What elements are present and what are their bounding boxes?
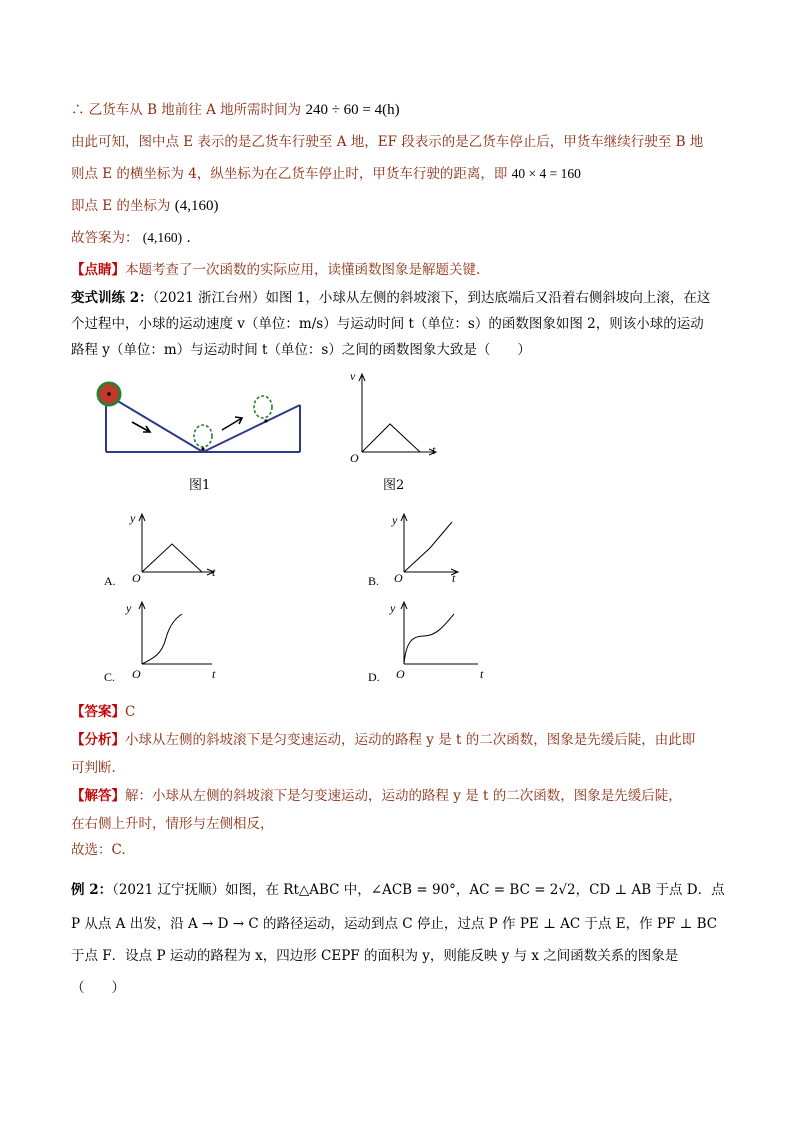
solution-line-1-text: ∴ 乙货车从 B 地前往 A 地所需时间为 xyxy=(71,102,302,118)
comment-line xyxy=(71,260,480,280)
option-d-graph xyxy=(382,598,492,682)
option-c-label: C. xyxy=(104,670,116,684)
variant-line-1 xyxy=(71,288,710,308)
solution-line-4-text: 即点 E 的坐标为 xyxy=(71,198,171,214)
opt-d-origin: O xyxy=(396,667,405,681)
fig1-ball-center xyxy=(107,392,111,396)
variant-tag: 变式训练 2： xyxy=(71,290,153,306)
comment-tag: 【点睛】 xyxy=(71,262,125,278)
solution-line-1-math: 240 ÷ 60 = 4(h) xyxy=(305,102,400,118)
answer-value: C xyxy=(125,704,136,720)
analysis-tag: 【分析】 xyxy=(71,732,125,748)
solution-line-4-math: (4,160) xyxy=(174,198,219,214)
option-a-graph xyxy=(120,508,230,584)
solution-line-5-text: 故答案为： xyxy=(71,230,139,246)
option-b-label: B. xyxy=(368,574,380,588)
opt-a-axis-y: y xyxy=(130,511,136,525)
option-b-graph xyxy=(382,508,482,584)
fig1-right-slope xyxy=(203,405,300,452)
solution-line-5-end: . xyxy=(186,230,191,246)
fig1-ghost-ball-bottom xyxy=(194,425,212,447)
opt-b-curve xyxy=(404,522,452,572)
fig1-left-slope xyxy=(106,394,203,452)
fig1-ghost-ball-right xyxy=(254,396,272,418)
example-line-4: （ ） xyxy=(71,980,125,996)
opt-d-axis-y: y xyxy=(390,601,396,615)
opt-c-curve xyxy=(142,614,182,664)
opt-d-curve xyxy=(404,614,454,664)
detail-line-3: 故选：C. xyxy=(71,842,126,858)
example-tag: 例 2： xyxy=(71,882,113,898)
example-line-3: 于点 F．设点 P 运动的路程为 x，四边形 CEPF 的面积为 y，则能反映 y 与 x 之间函数关系的图象是 xyxy=(71,948,679,964)
solution-line-5 xyxy=(71,228,191,248)
opt-c-origin: O xyxy=(132,667,141,681)
variant-line-2: 个过程中，小球的运动速度 v（单位：m/s）与运动时间 t（单位：s）的函数图象如图 2，则该小球的运动 xyxy=(71,316,704,332)
opt-c-axis-t: t xyxy=(212,667,216,681)
fig1-ghost-dot-right xyxy=(264,419,267,422)
detail-line-2: 在右侧上升时，情形与左侧相反， xyxy=(71,816,274,832)
figure-2-vt-graph xyxy=(340,366,450,466)
answer-line xyxy=(71,702,135,722)
comment-text: 本题考查了一次函数的实际应用，读懂函数图象是解题关键. xyxy=(125,262,481,278)
solution-line-3-math: 40 × 4 = 160 xyxy=(511,166,581,181)
fig2-curve xyxy=(362,424,420,452)
solution-line-1 xyxy=(71,100,400,120)
example-line-1 xyxy=(71,880,725,900)
detail-tag: 【解答】 xyxy=(71,788,125,804)
fig2-axis-v: v xyxy=(350,369,356,383)
solution-line-4 xyxy=(71,196,218,216)
detail-text-1: 解：小球从左侧的斜坡滚下是匀变速运动，运动的路程 y 是 t 的二次函数，图象是先缓后陡， xyxy=(125,788,682,804)
fig2-axis-t: t xyxy=(432,443,436,457)
option-a-label: A. xyxy=(104,574,116,588)
variant-line-3: 路程 y（单位：m）与运动时间 t（单位：s）之间的函数图象大致是（ ） xyxy=(71,342,531,358)
option-c-graph xyxy=(120,598,230,682)
analysis-text-1: 小球从左侧的斜坡滚下是匀变速运动，运动的路程 y 是 t 的二次函数，图象是先缓后陡，由此即 xyxy=(125,732,696,748)
analysis-line-2: 可判断. xyxy=(71,760,116,776)
opt-a-axis-t: t xyxy=(212,565,216,579)
example-line-2: P 从点 A 出发，沿 A → D → C 的路径运动，运动到点 C 停止，过点 P 作 PE ⊥ AC 于点 E，作 PF ⊥ BC xyxy=(71,916,718,932)
opt-d-axis-t: t xyxy=(480,667,484,681)
opt-a-curve xyxy=(142,544,202,572)
solution-line-2: 由此可知，图中点 E 表示的是乙货车行驶至 A 地，EF 段表示的是乙货车停止后，甲货车继续行驶至 B 地 xyxy=(71,134,704,150)
opt-a-origin: O xyxy=(132,571,141,584)
answer-tag: 【答案】 xyxy=(71,704,125,720)
detail-line-1 xyxy=(71,786,682,806)
figure-1-slopes xyxy=(96,372,308,460)
fig1-ghost-dot-bottom xyxy=(201,447,204,450)
option-d-label: D. xyxy=(368,670,380,684)
opt-b-axis-y: y xyxy=(392,513,398,527)
example-text-1: （2021 辽宁抚顺）如图，在 Rt△ABC 中，∠ACB = 90°，AC = BC = 2√2，CD ⊥ AB 于点 D．点 xyxy=(112,882,725,898)
fig1-caption: 图1 xyxy=(189,478,211,493)
solution-line-3-text: 则点 E 的横坐标为 4，纵坐标为在乙货车停止时，甲货车行驶的距离，即 xyxy=(71,166,508,182)
fig2-origin: O xyxy=(350,451,359,465)
fig2-caption: 图2 xyxy=(383,478,405,493)
solution-line-3 xyxy=(71,164,581,184)
solution-line-5-math: (4,160) xyxy=(142,230,183,245)
variant-text-1: （2021 浙江台州）如图 1，小球从左侧的斜坡滚下，到达底端后又沿着右侧斜坡向上滚，在这 xyxy=(152,290,711,306)
opt-b-origin: O xyxy=(394,571,403,584)
analysis-line-1 xyxy=(71,730,695,750)
opt-b-axis-t: t xyxy=(452,571,456,584)
opt-c-axis-y: y xyxy=(126,601,132,615)
